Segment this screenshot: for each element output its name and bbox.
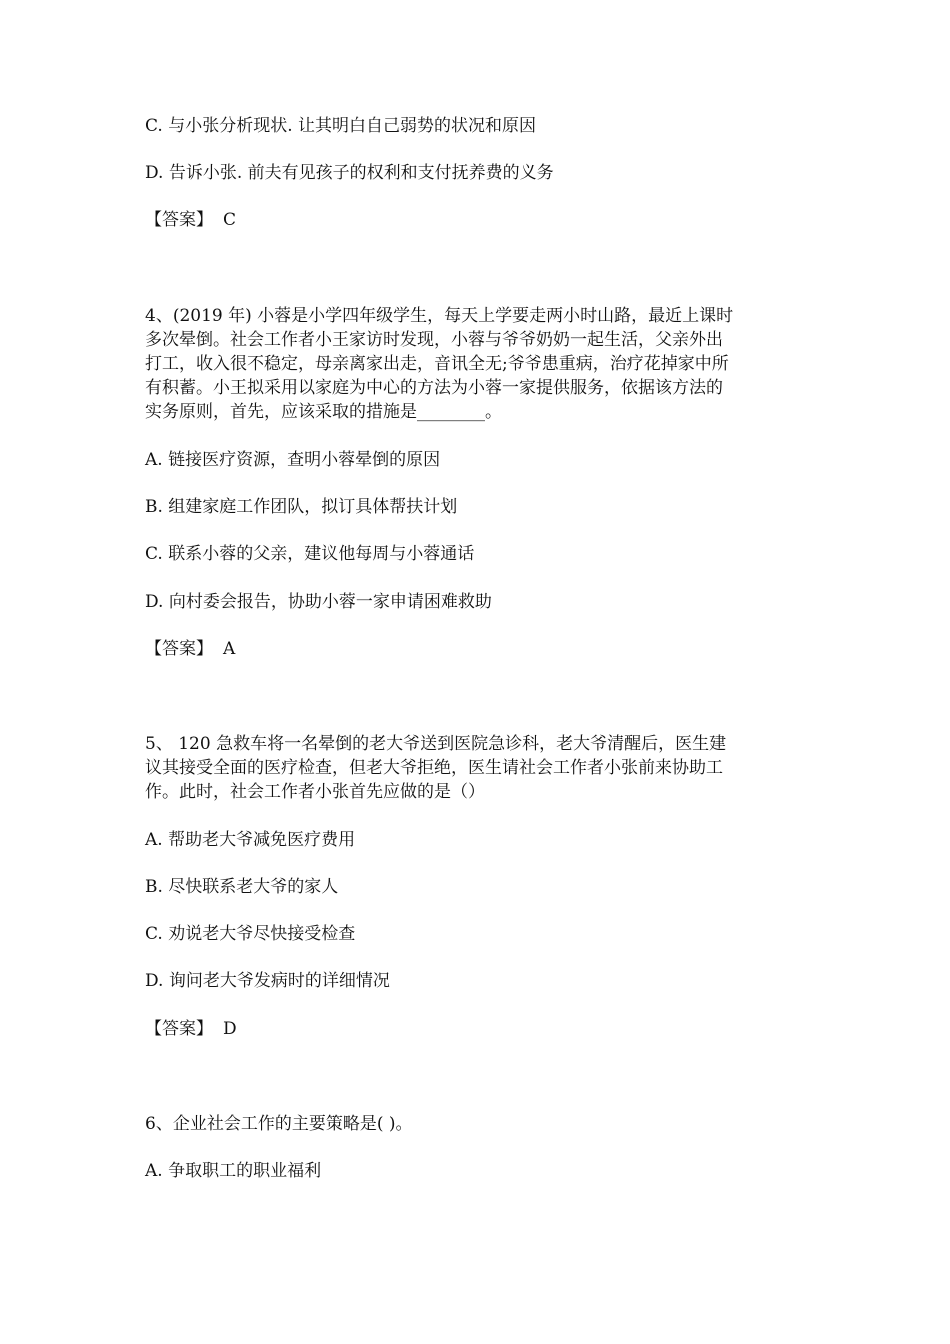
q6-option-a: A. 争取职工的职业福利 bbox=[145, 1161, 322, 1181]
answer-value: A bbox=[223, 639, 236, 659]
q4-stem-line-3: 打工，收入很不稳定，母亲离家出走，音讯全无;爷爷患重病，治疗花掉家中所 bbox=[145, 354, 729, 374]
q4-option-b: B. 组建家庭工作团队，拟订具体帮扶计划 bbox=[145, 497, 458, 517]
q4-stem-line-4: 有积蓄。小王拟采用以家庭为中心的方法为小蓉一家提供服务，依据该方法的 bbox=[145, 378, 723, 398]
q4-answer bbox=[145, 637, 235, 661]
q4-stem-line-2: 多次晕倒。社会工作者小王家访时发现，小蓉与爷爷奶奶一起生活，父亲外出 bbox=[145, 330, 723, 350]
q5-option-d: D. 询问老大爷发病时的详细情况 bbox=[145, 971, 390, 991]
q6-stem: 6、企业社会工作的主要策略是( )。 bbox=[145, 1114, 413, 1134]
q3-option-c: C. 与小张分析现状. 让其明白自己弱势的状况和原因 bbox=[145, 116, 537, 136]
q5-answer bbox=[145, 1017, 237, 1041]
q4-option-c: C. 联系小蓉的父亲，建议他每周与小蓉通话 bbox=[145, 544, 475, 564]
q4-stem-line-1: 4、(2019 年) 小蓉是小学四年级学生，每天上学要走两小时山路，最近上课时 bbox=[145, 306, 734, 326]
answer-label: 【答案】 bbox=[145, 210, 213, 230]
answer-label: 【答案】 bbox=[145, 1019, 213, 1039]
q4-stem-line-5: 实务原则，首先，应该采取的措施是________。 bbox=[145, 402, 502, 422]
answer-label: 【答案】 bbox=[145, 639, 213, 659]
q5-option-a: A. 帮助老大爷减免医疗费用 bbox=[145, 830, 356, 850]
q5-stem-line-2: 议其接受全面的医疗检查，但老大爷拒绝，医生请社会工作者小张前来协助工 bbox=[145, 758, 723, 778]
q5-stem-line-1: 5、 120 急救车将一名晕倒的老大爷送到医院急诊科，老大爷清醒后，医生建 bbox=[145, 734, 727, 754]
q4-option-d: D. 向村委会报告，协助小蓉一家申请困难救助 bbox=[145, 592, 492, 612]
q3-option-d: D. 告诉小张. 前夫有见孩子的权利和支付抚养费的义务 bbox=[145, 163, 554, 183]
q5-option-b: B. 尽快联系老大爷的家人 bbox=[145, 877, 339, 897]
q5-stem-line-3: 作。此时，社会工作者小张首先应做的是（） bbox=[145, 782, 485, 802]
answer-value: C bbox=[223, 210, 237, 230]
q3-answer bbox=[145, 208, 236, 232]
q5-option-c: C. 劝说老大爷尽快接受检查 bbox=[145, 924, 356, 944]
answer-value: D bbox=[223, 1019, 237, 1039]
q4-option-a: A. 链接医疗资源，查明小蓉晕倒的原因 bbox=[145, 450, 441, 470]
